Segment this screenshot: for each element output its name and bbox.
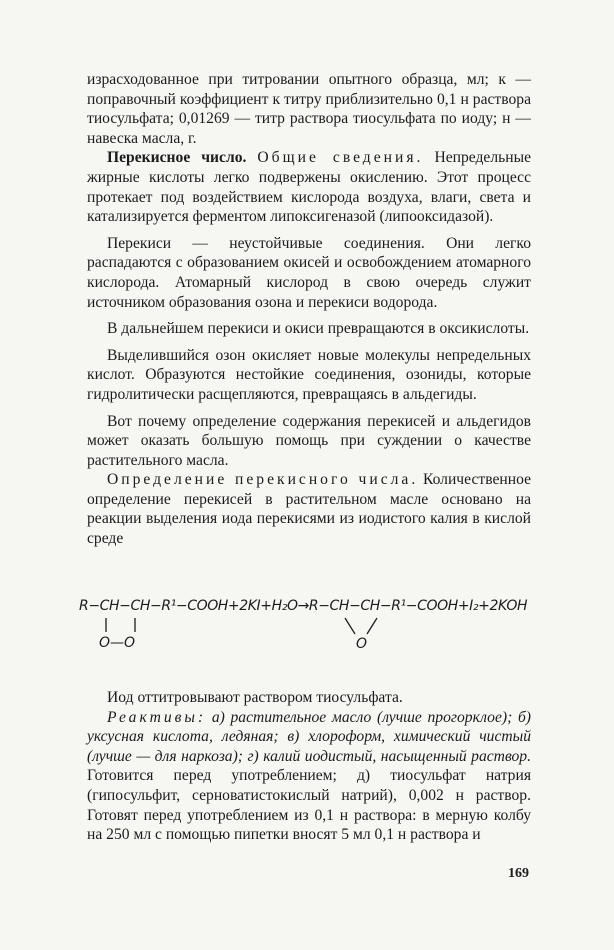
subheading-reagents: Реактивы:	[107, 708, 207, 726]
paragraph-1: израсходованное при титровании опытного образца, мл; к — поправочный коэффициент к титру приблизительно 0,1 н раствора тиосульфата; 0,01269 — титр раствора тиосульфата по иоду; н — навеска масла, г.	[87, 71, 531, 147]
subheading-determination: Определение перекисного числа.	[107, 471, 419, 489]
paragraph-5: Выделившийся озон окисляет новые молекулы непредельных кислот. Образуются нестойкие соединения, озониды, которые гидролитически расщепляются, превращаясь в альдегиды.	[87, 346, 531, 403]
equation-main-line: R−CH−CH−R¹−COOH+2KI+H₂O→R−CH−CH−R¹−COOH+I₂+2KOH	[79, 598, 528, 614]
bond-right-2	[367, 618, 377, 634]
reagents-list-a: а) растительное масло (лучше прогорклое); б) уксусная кислота, ледяная; в) хлороформ, химический чистый (лучше — для наркоза); г) калий иодистый, насыщенный раствор.	[87, 708, 531, 765]
reagents-list-c: Готовят перед употреблением из 0,1 н раствора: в мерную колбу на 250 мл с помощью пипетки вносят 5 мл 0,1 н раствора и	[87, 806, 531, 844]
chemical-equation	[79, 598, 539, 660]
paragraph-2-text: Непредельные жирные кислоты легко подвержены окислению. Этот процесс протекает под воздействием кислорода воздуха, влаги, света и катализируется ферментом липоксигеназой (липооксидазой).	[87, 149, 531, 226]
paragraph-reagents	[87, 708, 531, 845]
paragraph-8: Иод оттитровывают раствором тиосульфата.	[107, 689, 403, 706]
bond-right-1	[345, 618, 355, 634]
subheading-general-info: Общие сведения.	[257, 149, 424, 167]
paragraph-4: В дальнейшем перекиси и окиси превращаются в оксикислоты.	[107, 320, 530, 338]
paragraph-6: Вот почему определение содержания перекисей и альдегидов может оказать большую помощь при суждении о качестве растительного масла.	[87, 412, 531, 469]
equation-bonds	[79, 598, 539, 660]
page-number: 169	[508, 866, 529, 881]
paragraph-7-text: Количественное определение перекисей в растительном масле основано на реакции выделения иода перекисями из иодистого калия в кислой среде	[87, 471, 531, 548]
peroxide-bridge-label: O—O	[99, 635, 136, 651]
reagents-list-b: Готовится перед употреблением; д) тиосульфат натрия (гипосульфит, серноватистокислый натрий), 0,002 н раствор.	[87, 767, 531, 804]
paragraph-peroxide-number	[87, 148, 531, 226]
body-text-continued	[87, 688, 531, 845]
body-text	[87, 70, 531, 549]
paragraph-7	[87, 470, 531, 548]
epoxide-oxygen-label: O	[356, 636, 368, 652]
section-heading-peroxide-number: Перекисное число.	[107, 149, 247, 167]
paragraph-3: Перекиси — неустойчивые соединения. Они легко распадаются с образованием окисей и освобождением атомарного кислорода. Атомарный кислород в свою очередь служит источником образования озона и перекиси водорода.	[87, 234, 531, 311]
